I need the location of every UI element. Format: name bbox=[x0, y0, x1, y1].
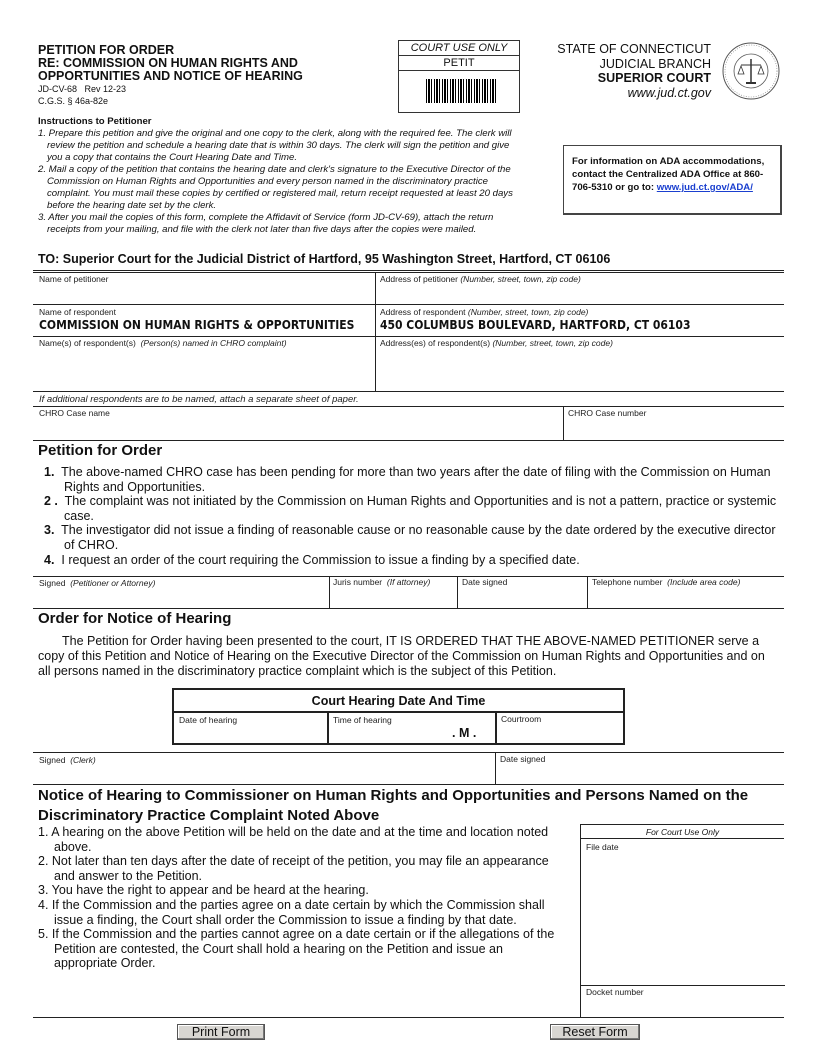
label-hint: (Number, street, town, zip code) bbox=[460, 274, 581, 284]
petition-heading: Petition for Order bbox=[38, 442, 163, 459]
label-text: Telephone number bbox=[592, 577, 663, 587]
divider bbox=[587, 576, 588, 608]
item-text: The complaint was not initiated by the Commission on Human Rights and Opportunities and is not a pattern, practice or systemic case. bbox=[64, 494, 777, 523]
courtroom-label: Courtroom bbox=[501, 714, 542, 724]
court-use-box bbox=[398, 40, 520, 113]
ada-link[interactable]: www.jud.ct.gov/ADA/ bbox=[656, 182, 753, 193]
title-line: OPPORTUNITIES AND NOTICE OF HEARING bbox=[38, 69, 303, 83]
court-header bbox=[557, 42, 711, 100]
print-form-button[interactable]: Print Form bbox=[177, 1024, 265, 1040]
divider bbox=[33, 304, 784, 305]
hearing-box-title: Court Hearing Date And Time bbox=[174, 690, 623, 713]
respondent-address-field[interactable]: 450 COLUMBUS BOULEVARD, HARTFORD, CT 06103 bbox=[380, 318, 691, 332]
to-line: TO: Superior Court for the Judicial District of Hartford, 95 Washington Street, Hartford, CT 06106 bbox=[38, 252, 611, 266]
petition-item bbox=[38, 553, 778, 568]
divider bbox=[327, 713, 329, 743]
label-hint: (Petitioner or Attorney) bbox=[70, 578, 156, 588]
item-number: 2 . bbox=[44, 494, 58, 509]
item-number: 4. bbox=[44, 552, 55, 567]
petitioner-name-label: Name of petitioner bbox=[39, 274, 109, 284]
divider bbox=[33, 336, 784, 337]
judicial-seal-icon bbox=[722, 42, 780, 100]
notice-item: 2. Not later than ten days after the date of receipt of the petition, you may file an appearance and answer to the Petition. bbox=[38, 854, 549, 883]
chro-case-name-label: CHRO Case name bbox=[39, 408, 110, 418]
divider bbox=[33, 608, 784, 609]
title-line: PETITION FOR ORDER bbox=[38, 43, 175, 57]
respondent-name-field[interactable]: COMMISSION ON HUMAN RIGHTS & OPPORTUNITIES bbox=[39, 318, 355, 332]
notice-item: 1. A hearing on the above Petition will be held on the date and at the time and location noted above. bbox=[38, 825, 549, 854]
divider bbox=[495, 713, 497, 743]
reset-form-button[interactable]: Reset Form bbox=[550, 1024, 640, 1040]
ada-text: For information on ADA accommodations, contact the Centralized ADA Office at 860-706-5310 or go to: bbox=[572, 156, 765, 193]
divider bbox=[33, 752, 784, 753]
divider bbox=[375, 273, 376, 391]
chro-case-number-label: CHRO Case number bbox=[568, 408, 647, 418]
petition-item bbox=[38, 494, 778, 523]
respondents-addresses-label bbox=[380, 338, 613, 348]
court-use-code: PETIT bbox=[399, 56, 519, 71]
item-text: I request an order of the court requiring the Commission to issue a finding by a specified date. bbox=[61, 552, 580, 567]
instruction-item: 1. Prepare this petition and give the original and one copy to the clerk, along with the required fee. The clerk will review the petition and schedule a hearing date that is within 30 days. The clerk will sign the petition and give you a copy that contains the Court Hearing Date and Time. bbox=[38, 128, 512, 163]
petitioner-signature-label bbox=[39, 578, 155, 588]
divider bbox=[33, 440, 784, 441]
label-hint: (Include area code) bbox=[667, 577, 741, 587]
barcode-icon bbox=[426, 79, 496, 103]
petition-item bbox=[38, 465, 778, 494]
label-hint: (Number, street, town, zip code) bbox=[492, 338, 613, 348]
label-text: Signed bbox=[39, 755, 66, 765]
juris-number-label bbox=[333, 577, 430, 587]
am-pm-marker: . M . bbox=[452, 726, 477, 740]
respondent-name-label: Name of respondent bbox=[39, 307, 117, 317]
branch-name: JUDICIAL BRANCH bbox=[599, 56, 711, 71]
notice-item: 3. You have the right to appear and be heard at the hearing. bbox=[38, 883, 369, 898]
instruction-item: 2. Mail a copy of the petition that contains the hearing date and clerk's signature to the Executive Director of the Commission on Human Rights and Opportunities and every person named in the discriminatory practice complaint. You must mail these copies by certified or registered mail, return receipt requested at least 20 days before the hearing date set by the clerk. bbox=[38, 164, 513, 211]
label-text: Address(es) of respondent(s) bbox=[380, 338, 491, 348]
clerk-date-signed-label: Date signed bbox=[500, 754, 546, 764]
respondent-address-label bbox=[380, 307, 588, 317]
website: www.jud.ct.gov bbox=[627, 85, 711, 100]
court-name: SUPERIOR COURT bbox=[597, 71, 711, 85]
court-hearing-box bbox=[172, 688, 625, 745]
divider bbox=[33, 1017, 784, 1018]
petitioner-address-label bbox=[380, 274, 581, 284]
court-use-only-box bbox=[580, 824, 784, 1017]
petition-item bbox=[38, 523, 778, 552]
instructions-heading: Instructions to Petitioner bbox=[38, 116, 152, 127]
court-use-heading: For Court Use Only bbox=[581, 825, 784, 839]
divider bbox=[33, 784, 784, 785]
item-number: 1. bbox=[44, 465, 55, 479]
ada-info-box bbox=[563, 145, 782, 215]
label-text: Address of respondent bbox=[380, 307, 466, 317]
notice-item: 5. If the Commission and the parties cannot agree on a date certain or if the allegations of the Petition are contested, the Court shall hold a hearing on the Petition and issue an appropriate Order. bbox=[38, 927, 555, 971]
item-text: The above-named CHRO case has been pending for more than two years after the date of filing with the Commission on Human Rights and Opportunities. bbox=[61, 465, 771, 494]
date-of-hearing-label: Date of hearing bbox=[179, 715, 238, 725]
notice-items bbox=[38, 825, 568, 971]
clerk-signature-label bbox=[39, 755, 96, 765]
divider bbox=[457, 576, 458, 608]
date-signed-label: Date signed bbox=[462, 577, 508, 587]
additional-respondents-note: If additional respondents are to be named, attach a separate sheet of paper. bbox=[39, 394, 359, 405]
divider bbox=[581, 985, 785, 986]
label-text: Name(s) of respondent(s) bbox=[39, 338, 136, 348]
item-number: 3. bbox=[44, 523, 55, 538]
label-hint: (Number, street, town, zip code) bbox=[467, 307, 589, 317]
petition-items bbox=[38, 465, 778, 567]
title-line: RE: COMMISSION ON HUMAN RIGHTS AND bbox=[38, 56, 298, 70]
court-use-label: COURT USE ONLY bbox=[399, 41, 519, 56]
notice-heading: Notice of Hearing to Commissioner on Human Rights and Opportunities and Persons Named on the Discriminatory Practice Complaint Noted Above bbox=[38, 787, 749, 824]
state-name: STATE OF CONNECTICUT bbox=[557, 42, 711, 56]
label-hint: (Clerk) bbox=[70, 755, 96, 765]
divider bbox=[33, 406, 784, 407]
divider bbox=[495, 752, 496, 784]
divider bbox=[563, 406, 564, 440]
file-date-label: File date bbox=[586, 842, 619, 852]
telephone-label bbox=[592, 577, 740, 587]
item-text: The investigator did not issue a finding of reasonable cause or no reasonable cause by the date ordered by the executive director of CHRO. bbox=[61, 523, 776, 552]
time-of-hearing-label: Time of hearing bbox=[333, 715, 392, 725]
instruction-item: 3. After you mail the copies of this form, complete the Affidavit of Service (form JD-CV-69), attach the return receipts from your mailing, and file with the clerk not later than five days after the copies were mailed. bbox=[38, 212, 494, 235]
label-text: Juris number bbox=[333, 577, 383, 587]
order-heading: Order for Notice of Hearing bbox=[38, 610, 232, 627]
statute: C.G.S. § 46a-82e bbox=[38, 95, 109, 106]
instructions bbox=[38, 116, 518, 236]
label-hint: (If attorney) bbox=[386, 577, 431, 587]
label-text: Address of petitioner bbox=[380, 274, 458, 284]
divider bbox=[33, 391, 784, 392]
notice-item: 4. If the Commission and the parties agree on a date certain by which the Commission shall issue a finding, the Court shall order the Commission to issue a finding by that date. bbox=[38, 897, 545, 927]
respondents-names-label bbox=[39, 338, 287, 348]
label-hint: (Person(s) named in CHRO complaint) bbox=[140, 338, 287, 348]
docket-number-label: Docket number bbox=[586, 987, 644, 997]
order-text: The Petition for Order having been presented to the court, IT IS ORDERED THAT THE ABOVE-NAMED PETITIONER serve a copy of this Petition and Notice of Hearing on the Executive Director of the Commission on Human Rights and Opportunities and on all persons named in the discriminatory practice complaint which is the subject of this Petition. bbox=[38, 634, 765, 678]
form-number: JD-CV-68 Rev 12-23 bbox=[38, 84, 127, 94]
label-text: Signed bbox=[39, 578, 66, 588]
divider bbox=[329, 576, 330, 608]
form-title bbox=[38, 44, 303, 107]
